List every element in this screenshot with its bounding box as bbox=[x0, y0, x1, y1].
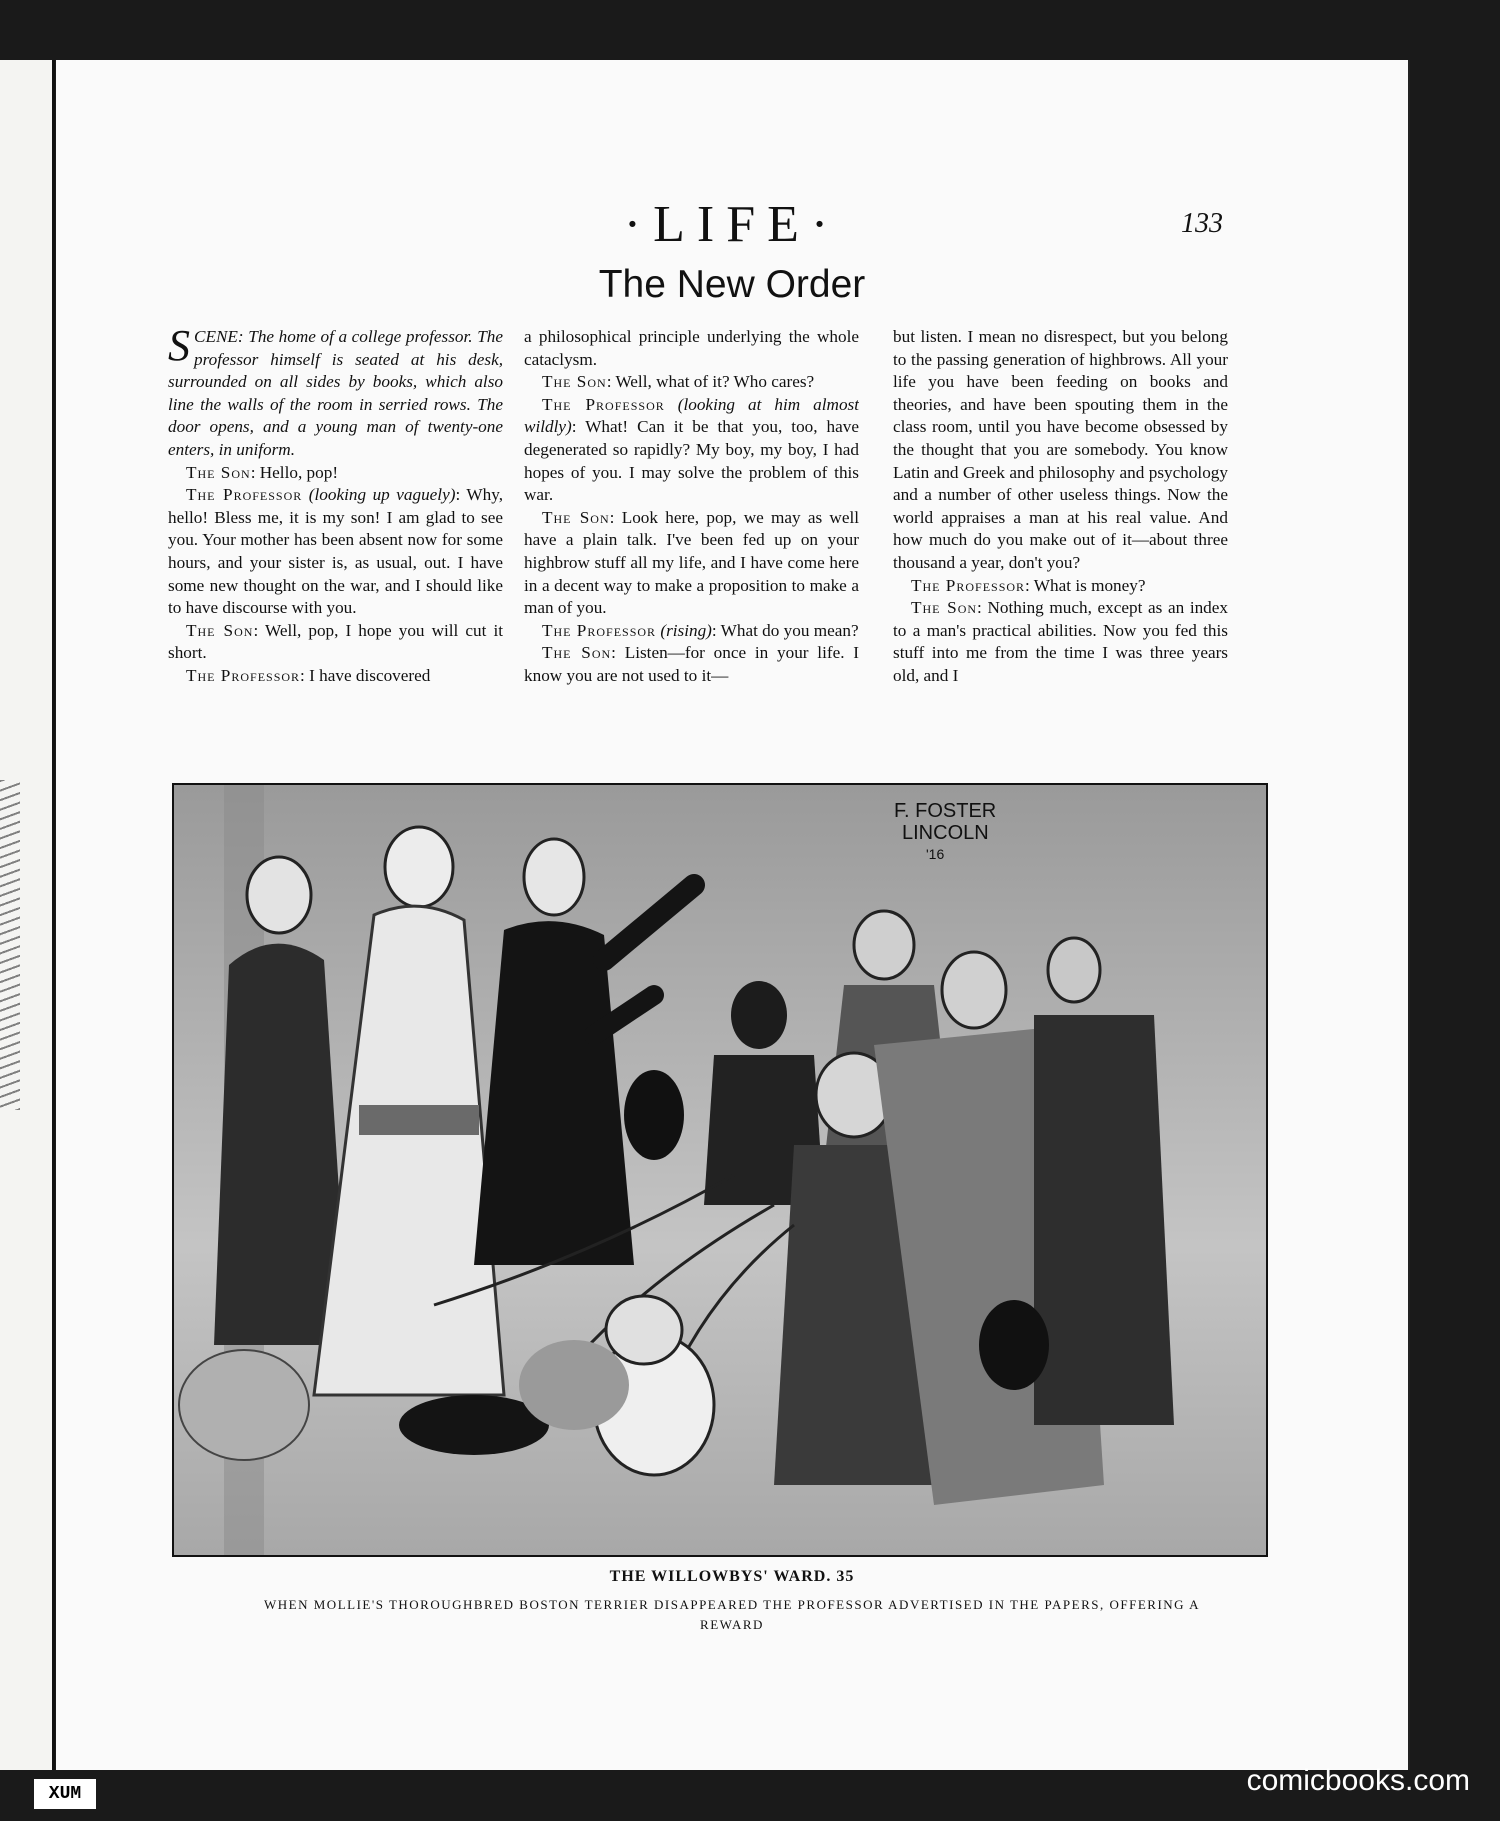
previous-page-edge bbox=[0, 60, 55, 1770]
stage-direction: (looking up vaguely) bbox=[308, 485, 456, 505]
scene-text: CENE: The home of a college professor. The professor himself is seated at his desk, surrounded on all sides by books, which also line the walls of the room in serried rows. The door opens, and a young man of twenty-one enters, in uniform. bbox=[168, 327, 503, 459]
line-text: : What! Can it be that you, too, have degenerated so rapidly? My boy, my boy, I had hopes of you. I may solve the problem of this war. bbox=[524, 417, 859, 505]
speaker: The Professor bbox=[186, 665, 301, 685]
illustration bbox=[172, 783, 1268, 1557]
speaker: The Son bbox=[911, 598, 978, 618]
article-title: The New Order bbox=[598, 263, 866, 306]
illustration-drawing bbox=[174, 785, 1266, 1555]
source-credit: comicbooks.com bbox=[1246, 1764, 1470, 1797]
line-text: : Well, pop, I hope you will cut it short. bbox=[168, 620, 503, 663]
dialogue-line bbox=[524, 507, 859, 620]
stage-direction: (rising) bbox=[660, 620, 712, 640]
masthead: ·LIFE· bbox=[623, 196, 841, 253]
speaker: The Son bbox=[186, 620, 254, 640]
magazine-page bbox=[56, 60, 1410, 1770]
dialogue-line bbox=[524, 620, 859, 643]
dialogue-line bbox=[168, 665, 503, 688]
archive-tag: XUM bbox=[34, 1779, 96, 1809]
line-text: : What is money? bbox=[1025, 575, 1146, 595]
dialogue-line bbox=[168, 620, 503, 665]
line-text: : Listen—for once in your life. I know you are not used to it— bbox=[524, 643, 859, 685]
signature-line-1: F. FOSTER bbox=[894, 800, 997, 822]
line-text: : Look here, pop, we may as well have a plain talk. I've been fed up on your highbrow stuff all my life, and I have come here in a decent way to make a proposition to make a man of you. bbox=[524, 507, 859, 618]
dialogue-line bbox=[168, 484, 503, 620]
dialogue-line bbox=[168, 462, 503, 485]
dialogue-line bbox=[524, 371, 859, 394]
line-text: : Nothing much, except as an index to a man's practical abilities. Now you fed this stuff into me from the time I was three years old, and I bbox=[893, 598, 1228, 685]
dialogue-line bbox=[524, 394, 859, 507]
column-1 bbox=[168, 326, 503, 816]
continued-text: a philosophical principle underlying the whole cataclysm. bbox=[524, 327, 859, 369]
dialogue-line bbox=[893, 597, 1228, 687]
stage-direction: (looking at him almost wildly) bbox=[524, 394, 859, 437]
page-number: 133 bbox=[1181, 208, 1223, 239]
speaker: The Son bbox=[186, 462, 251, 482]
column-2 bbox=[524, 326, 859, 816]
drop-cap: S bbox=[168, 326, 190, 370]
continued-text: but listen. I mean no disrespect, but you belong to the passing generation of highbrows. All your life you have been feeding on books and theories, and have been spouting them in the class room, until you have become obsessed by the thought that you are somebody. You know Latin and Greek and philosophy and psychology and a number of other useless things. Now the world appraises a man at his real value. And how much do you make out of it—about three thousand a year, don't you? bbox=[893, 327, 1228, 572]
article-body bbox=[168, 326, 1272, 816]
line-text: : I have discovered bbox=[300, 665, 431, 685]
speaker: The Professor bbox=[911, 575, 1026, 595]
signature-mark: '16 bbox=[926, 846, 945, 862]
line-text: : Why, hello! Bless me, it is my son! I am glad to see you. Your mother has been absent now for some hours, and your sister is, as usual, out. I have some new thought on the war, and I should like to have discourse with you. bbox=[168, 485, 503, 618]
previous-page-ink bbox=[0, 780, 20, 1110]
caption-title: THE WILLOWBYS' WARD. 35 bbox=[609, 1568, 855, 1585]
speaker: The Son bbox=[542, 643, 612, 663]
speaker: The Son bbox=[542, 372, 607, 392]
line-text: : Well, what of it? Who cares? bbox=[606, 372, 815, 392]
column-3 bbox=[893, 326, 1228, 816]
speaker: The Son bbox=[542, 507, 610, 527]
dialogue-line bbox=[893, 575, 1228, 598]
line-text: : Hello, pop! bbox=[250, 462, 339, 482]
dialogue-line bbox=[524, 642, 859, 687]
line-text: : What do you mean? bbox=[711, 620, 859, 640]
caption-subtitle: WHEN MOLLIE'S THOROUGHBRED BOSTON TERRIER DISAPPEARED THE PROFESSOR ADVERTISED IN THE PAPERS, OFFERING A REWARD bbox=[264, 1597, 1200, 1632]
speaker: The Professor bbox=[542, 394, 665, 414]
scene-direction bbox=[168, 326, 503, 462]
speaker: The Professor bbox=[542, 620, 657, 640]
signature-line-2: LINCOLN bbox=[902, 822, 989, 844]
speaker: The Professor bbox=[186, 485, 303, 505]
